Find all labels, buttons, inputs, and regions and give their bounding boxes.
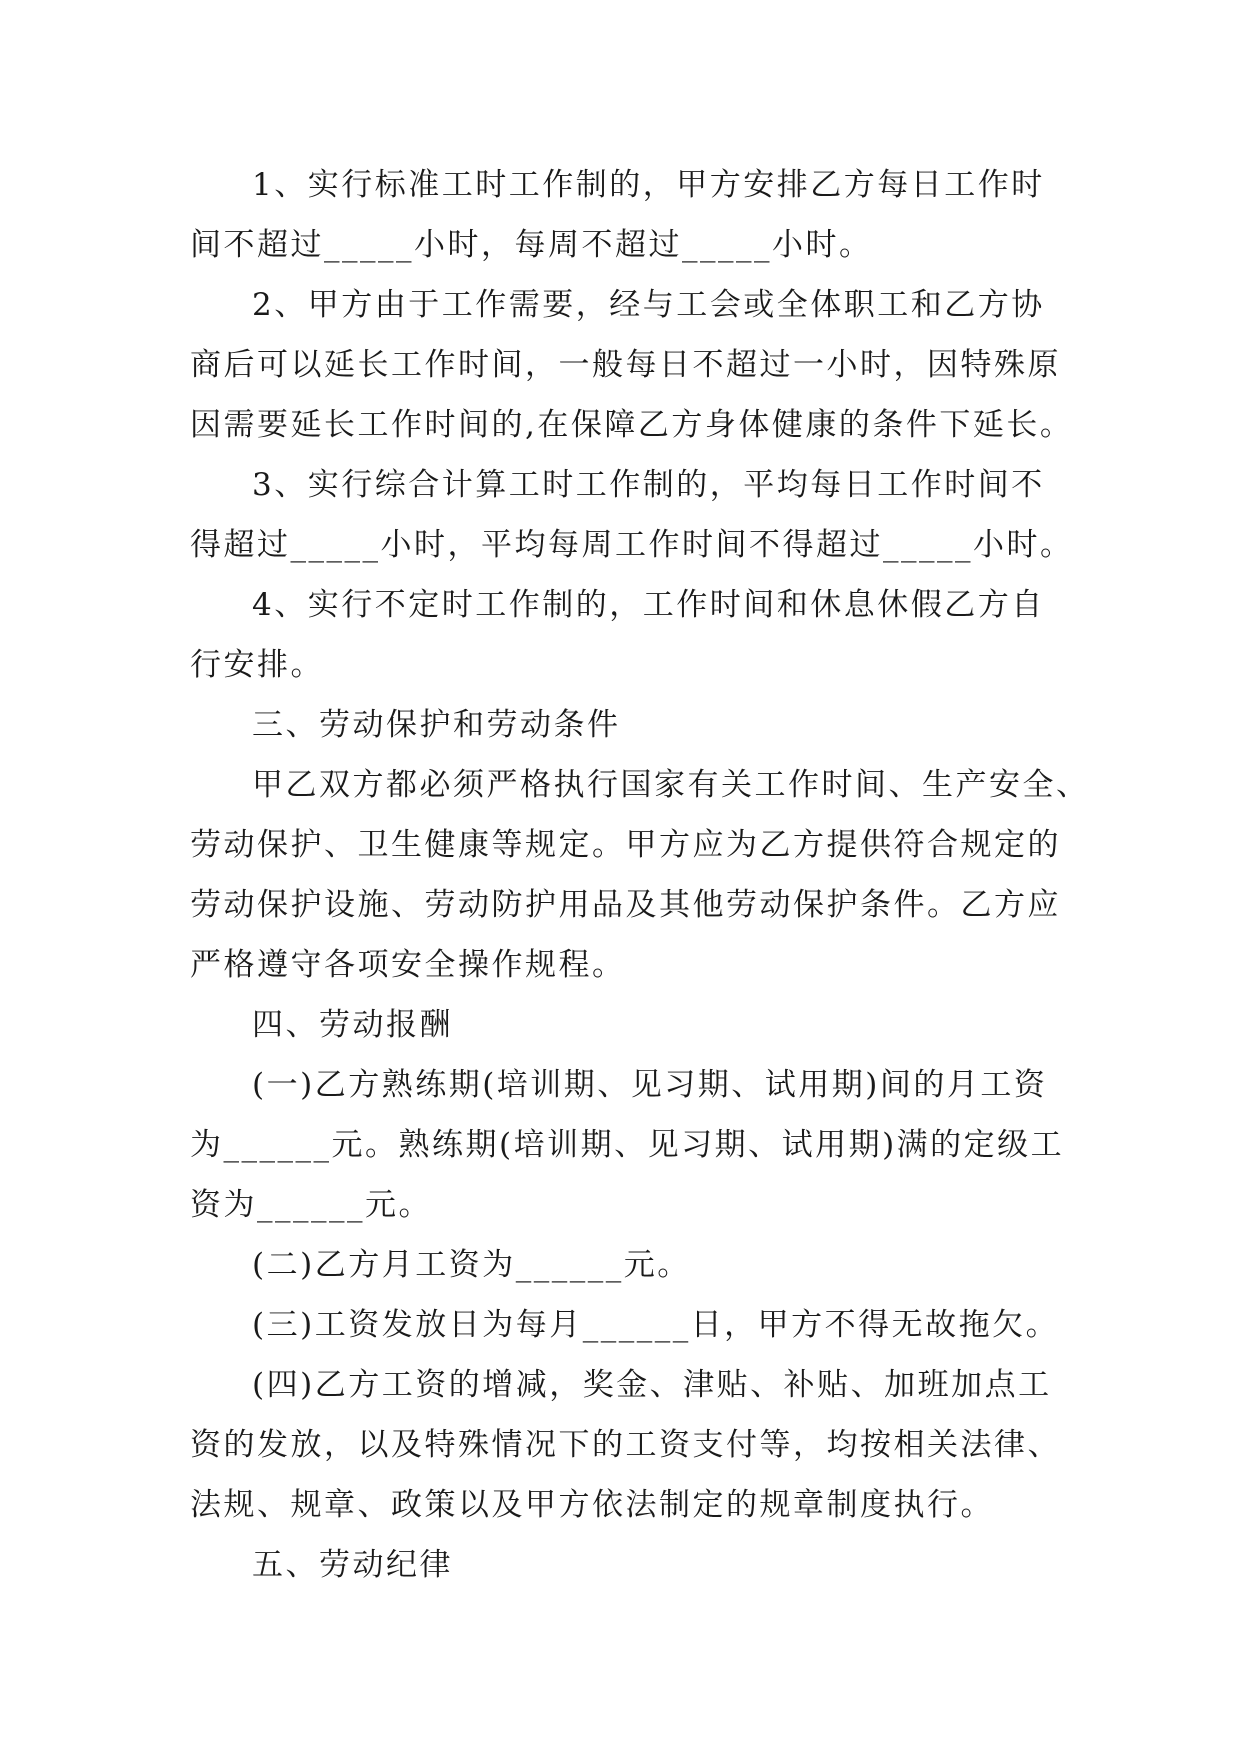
text-line: 为______元。熟练期(培训期、见习期、试用期)满的定级工 (190, 1127, 1065, 1163)
section-heading: 五、劳动纪律 (252, 1547, 453, 1583)
section-heading: 四、劳动报酬 (252, 1007, 453, 1043)
text-line: 4、实行不定时工作制的，工作时间和休息休假乙方自 (252, 587, 1045, 623)
text-line: 因需要延长工作时间的,在保障乙方身体健康的条件下延长。 (190, 407, 1074, 443)
text-line: 得超过_____小时，平均每周工作时间不得超过_____小时。 (190, 527, 1074, 563)
section-heading: 三、劳动保护和劳动条件 (252, 707, 621, 743)
text-line: (四)乙方工资的增减，奖金、津贴、补贴、加班加点工 (252, 1367, 1052, 1403)
text-line: (一)乙方熟练期(培训期、见习期、试用期)间的月工资 (252, 1067, 1048, 1103)
text-line: 间不超过_____小时，每周不超过_____小时。 (190, 227, 873, 263)
text-line: (三)工资发放日为每月______日，甲方不得无故拖欠。 (252, 1307, 1060, 1343)
text-line: 3、实行综合计算工时工作制的，平均每日工作时间不 (252, 467, 1045, 503)
document-page (190, 155, 1090, 1595)
text-line: (二)乙方月工资为______元。 (252, 1247, 691, 1283)
text-line: 资的发放，以及特殊情况下的工资支付等，均按相关法律、 (190, 1427, 1061, 1463)
text-line: 商后可以延长工作时间，一般每日不超过一小时，因特殊原 (190, 347, 1061, 383)
text-line: 资为______元。 (190, 1187, 432, 1223)
text-line: 法规、规章、政策以及甲方依法制定的规章制度执行。 (190, 1487, 994, 1523)
text-line: 2、甲方由于工作需要，经与工会或全体职工和乙方协 (252, 287, 1045, 323)
text-line: 严格遵守各项安全操作规程。 (190, 947, 626, 983)
text-line: 甲乙双方都必须严格执行国家有关工作时间、生产安全、 (252, 767, 1090, 803)
text-line: 1、实行标准工时工作制的，甲方安排乙方每日工作时 (252, 167, 1045, 203)
text-line: 行安排。 (190, 647, 324, 683)
text-line: 劳动保护设施、劳动防护用品及其他劳动保护条件。乙方应 (190, 887, 1061, 923)
text-line: 劳动保护、卫生健康等规定。甲方应为乙方提供符合规定的 (190, 827, 1061, 863)
